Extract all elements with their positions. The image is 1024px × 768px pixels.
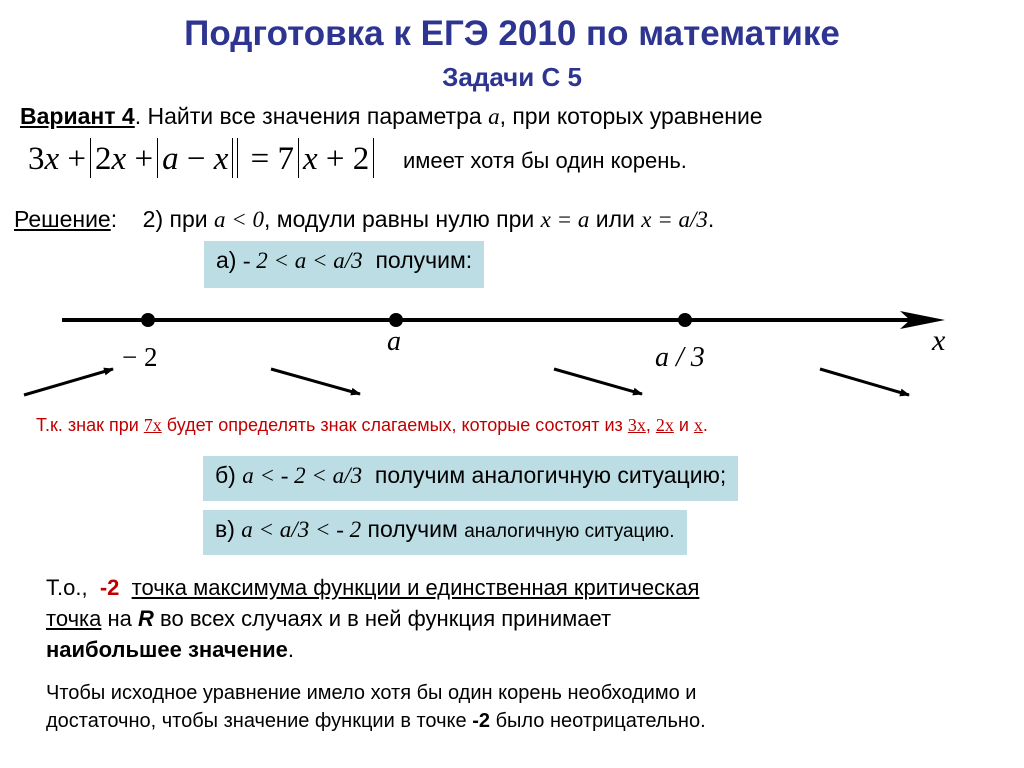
conclusion-bold: наибольшее значение [46,637,288,662]
eq-equals: = [250,141,270,177]
eq-x: x [111,141,127,177]
eq-plus: + [67,141,87,177]
variant-param: a [488,104,500,129]
eq-coef-3: 3 [28,141,45,177]
problem-statement [20,103,763,130]
label-minus-2: − 2 [122,342,158,372]
case-b-prefix: б) [215,462,236,488]
case-c-suffix-1: получим [367,516,458,542]
number-line-diagram [0,300,1024,415]
note-end: . [702,415,708,435]
conclusion-on: на [107,606,132,631]
abs-bar [157,138,158,178]
note-comma: , [645,415,656,435]
sign-arrow-1 [24,369,113,395]
abs-bar [237,138,238,178]
eq-coef-2: 2 [95,141,112,177]
page-subtitle: Задачи С 5 [442,62,582,92]
note-term-3: x [693,415,703,435]
equation-suffix: имеет хотя бы один корень. [403,148,687,173]
equation [28,138,378,178]
solution-step: 2) при [142,206,208,232]
conclusion-underlined-2: точка [46,606,102,631]
conclusion-R: R [138,606,154,631]
eq-minus: − [186,141,206,177]
eq-a: a [162,141,179,177]
sign-arrow-3 [554,369,642,394]
note-mid: будет определять знак слагаемых, которые состоят из [161,415,628,435]
sign-arrow-4 [820,369,909,395]
point-minus-2 [141,313,155,327]
solution-label: Решение [14,206,111,232]
label-a-over-3: a / 3 [655,342,705,373]
note-and: и [673,415,694,435]
conclusion-value: -2 [99,575,120,600]
eq-plus: + [134,141,154,177]
solution-x1: x = a [540,207,590,232]
page-title: Подготовка к ЕГЭ 2010 по математике [184,14,840,53]
variant-label: Вариант 4 [20,103,135,129]
sign-arrow-2 [271,369,360,394]
case-a-suffix: получим: [375,247,473,273]
solution-colon: : [110,206,118,232]
case-c-box [203,510,687,555]
note-term-1: 3x [627,415,646,435]
point-a [389,313,403,327]
abs-bar [298,138,299,178]
solution-line [14,206,714,233]
solution-dot: . [707,206,715,232]
conclusion-pre: Т.о., [46,575,88,600]
eq-x: x [213,141,229,177]
variant-text-post: , при которых уравнение [499,103,763,129]
solution-cond: a < 0 [214,207,265,232]
eq-plus: + [325,141,345,177]
case-c-suffix-2: аналогичную ситуацию. [464,521,675,542]
note-pre: Т.к. знак при [36,415,144,435]
eq-coef-7: 7 [277,141,294,177]
note-coef: 7x [143,415,162,435]
label-a: a [387,326,401,357]
final-statement [46,679,706,735]
conclusion-rest: во всех случаях и в ней функция принимает [160,606,612,631]
final-value: -2 [472,710,490,732]
eq-x: x [302,141,318,177]
note-term-2: 2x [655,415,674,435]
abs-bar [232,138,233,178]
conclusion-dot: . [287,637,295,662]
eq-x: x [44,141,60,177]
case-a-prefix: а) [216,247,237,273]
case-b-condition: a < - 2 < a/3 [242,463,363,488]
final-line-1: Чтобы исходное уравнение имело хотя бы один корень необходимо и [46,682,697,704]
case-a-condition: - 2 < a < a/3 [242,248,363,273]
case-a-box [204,241,484,288]
solution-or: или [595,206,635,232]
label-x-axis: x [932,324,946,357]
case-b-box [203,456,738,501]
conclusion [46,572,699,665]
point-a-over-3 [678,313,692,327]
sign-note [36,415,708,436]
solution-mid: , модули равны нулю при [264,206,535,232]
case-c-condition: a < a/3 < - 2 [241,517,362,542]
abs-bar [90,138,91,178]
solution-x2: x = a/3 [641,207,708,232]
variant-text-pre: . Найти все значения параметра [134,103,489,129]
case-c-prefix: в) [215,516,235,542]
final-line-2-post: было неотрицательно. [495,710,706,732]
final-line-2-pre: достаточно, чтобы значение функции в точке [46,710,467,732]
abs-bar [373,138,374,178]
eq-const-2: 2 [352,141,370,177]
case-b-suffix: получим аналогичную ситуацию; [374,462,727,488]
conclusion-underlined-1: точка максимума функции и единственная критическая [131,575,700,600]
